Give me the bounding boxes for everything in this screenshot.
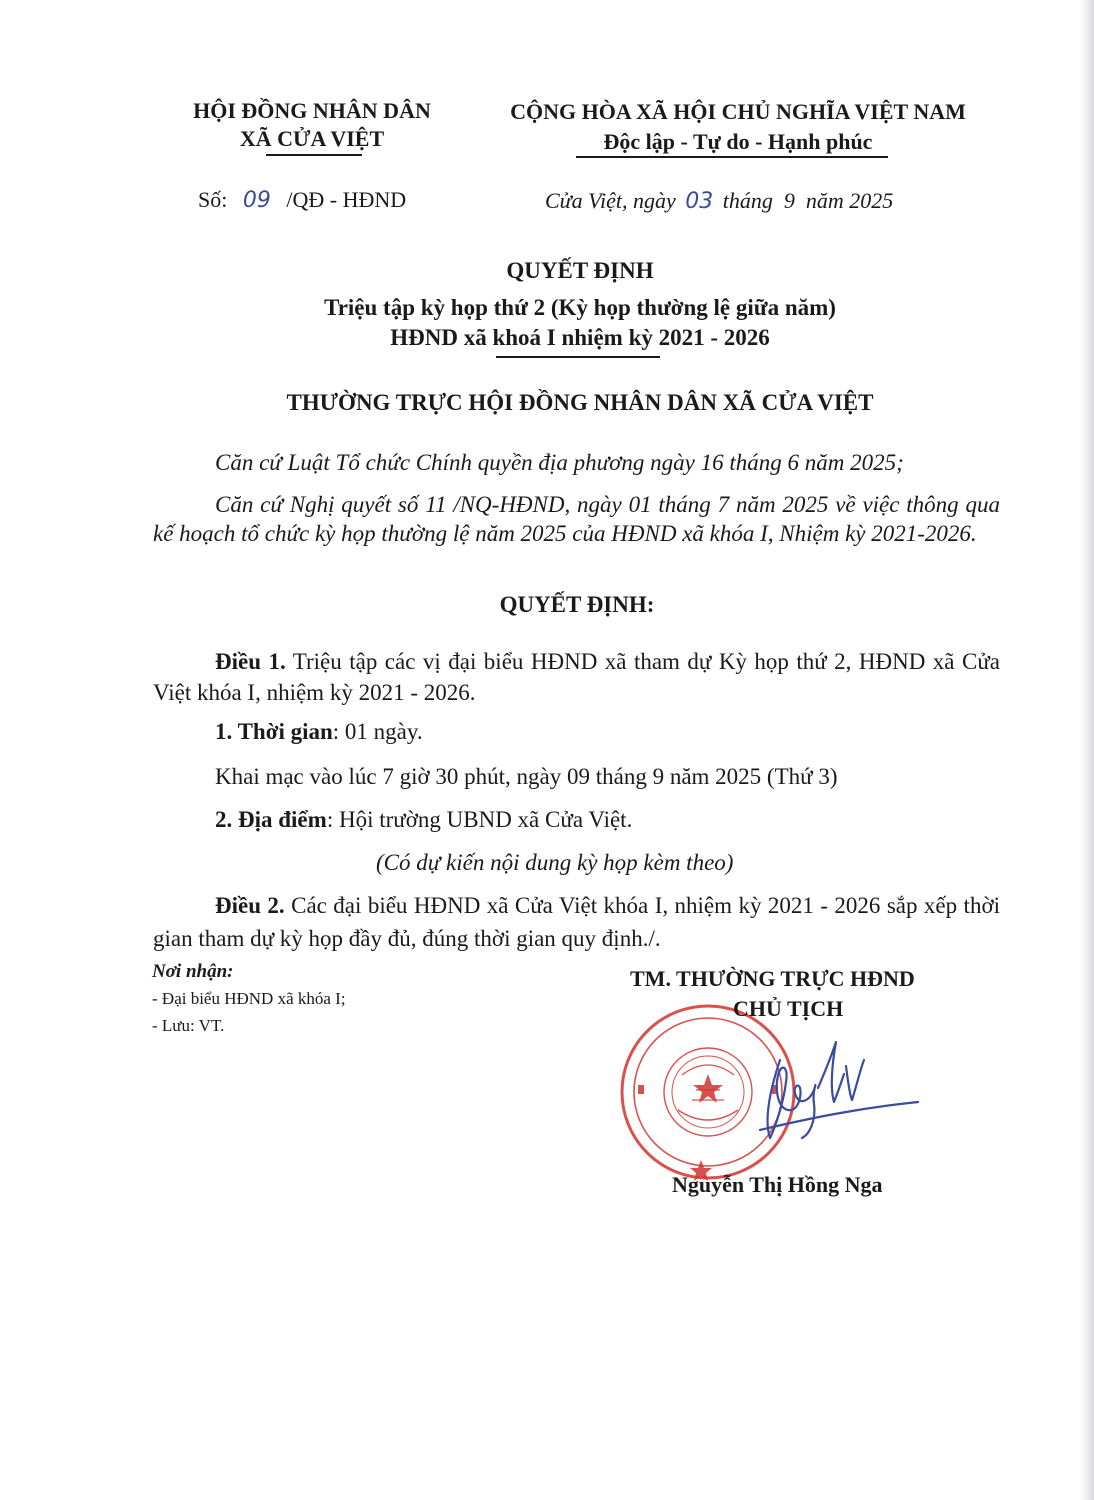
date-rest: tháng 9 năm 2025 xyxy=(722,188,894,213)
meeting-time xyxy=(215,719,423,745)
number-prefix: Số: xyxy=(198,187,228,212)
handwritten-signature xyxy=(740,1030,930,1150)
signature-position: CHỦ TỊCH xyxy=(733,996,844,1021)
nation-name: CỘNG HÒA XÃ HỘI CHỦ NGHĨA VIỆT NAM xyxy=(510,99,966,124)
recipients-heading: Nơi nhận: xyxy=(152,961,234,982)
org-line-2: XÃ CỬA VIỆT xyxy=(239,126,385,151)
article-1-text: Triệu tập các vị đại biểu HĐND xã tham dự Kỳ họp thứ 2, HĐND xã Cửa Việt khóa I, nhiệm kỳ 2021 - 2026. xyxy=(153,649,1000,705)
document-number xyxy=(198,187,406,213)
motto-underline xyxy=(576,156,888,158)
time-label: 1. Thời gian xyxy=(215,719,333,744)
document-title: QUYẾT ĐỊNH xyxy=(506,258,654,283)
meeting-place xyxy=(215,807,632,833)
agenda-note: (Có dự kiến nội dung kỳ họp kèm theo) xyxy=(376,850,734,875)
title-underline xyxy=(496,356,660,358)
place-value: : Hội trường UBND xã Cửa Việt. xyxy=(326,807,633,832)
article-1 xyxy=(153,646,1000,708)
page-edge-shadow xyxy=(1080,0,1094,1500)
signatory-name: Nguyễn Thị Hồng Nga xyxy=(672,1172,883,1197)
meeting-opening: Khai mạc vào lúc 7 giờ 30 phút, ngày 09 tháng 9 năm 2025 (Thứ 3) xyxy=(215,764,838,789)
recipient-item: - Đại biểu HĐND xã khóa I; xyxy=(152,989,346,1008)
date-prefix: Cửa Việt, ngày xyxy=(545,188,676,213)
article-1-label: Điều 1. xyxy=(215,649,286,674)
signature-on-behalf: TM. THƯỜNG TRỰC HĐND xyxy=(630,966,915,991)
date-day: 03 xyxy=(685,189,714,214)
issuing-authority: THƯỜNG TRỰC HỘI ĐỒNG NHÂN DÂN XÃ CỬA VIỆT xyxy=(286,390,874,415)
title-subject-1: Triệu tập kỳ họp thứ 2 (Kỳ họp thường lệ giữa năm) xyxy=(324,295,836,320)
legal-basis-2: Căn cứ Nghị quyết số 11 /NQ-HĐND, ngày 01 tháng 7 năm 2025 về việc thông qua kế hoạch tổ chức kỳ họp thường lệ năm 2025 của HĐND xã khóa I, Nhiệm kỳ 2021-2026. xyxy=(153,492,1000,546)
decision-heading: QUYẾT ĐỊNH: xyxy=(499,592,655,617)
number-suffix: /QĐ - HĐND xyxy=(286,187,407,212)
article-2-text: Các đại biểu HĐND xã Cửa Việt khóa I, nhiệm kỳ 2021 - 2026 sắp xếp thời gian tham dự kỳ họp đầy đủ, đúng thời gian quy định./. xyxy=(153,893,1001,951)
national-heading xyxy=(488,97,988,157)
article-2 xyxy=(153,889,1000,955)
title-subject-2: HĐND xã khoá I nhiệm kỳ 2021 - 2026 xyxy=(390,325,770,350)
legal-basis-1: Căn cứ Luật Tổ chức Chính quyền địa phương ngày 16 tháng 6 năm 2025; xyxy=(215,450,904,475)
org-underline xyxy=(266,154,362,156)
org-line-1: HỘI ĐỒNG NHÂN DÂN xyxy=(193,98,431,123)
recipient-item: - Lưu: VT. xyxy=(152,1016,225,1035)
national-motto: Độc lập - Tự do - Hạnh phúc xyxy=(603,129,873,154)
article-2-label: Điều 2. xyxy=(215,893,285,918)
number-handwritten: 09 xyxy=(242,188,271,213)
issuing-organization xyxy=(182,97,442,153)
document-date xyxy=(545,188,893,214)
time-value: : 01 ngày. xyxy=(332,719,423,744)
place-label: 2. Địa điểm xyxy=(215,807,327,832)
